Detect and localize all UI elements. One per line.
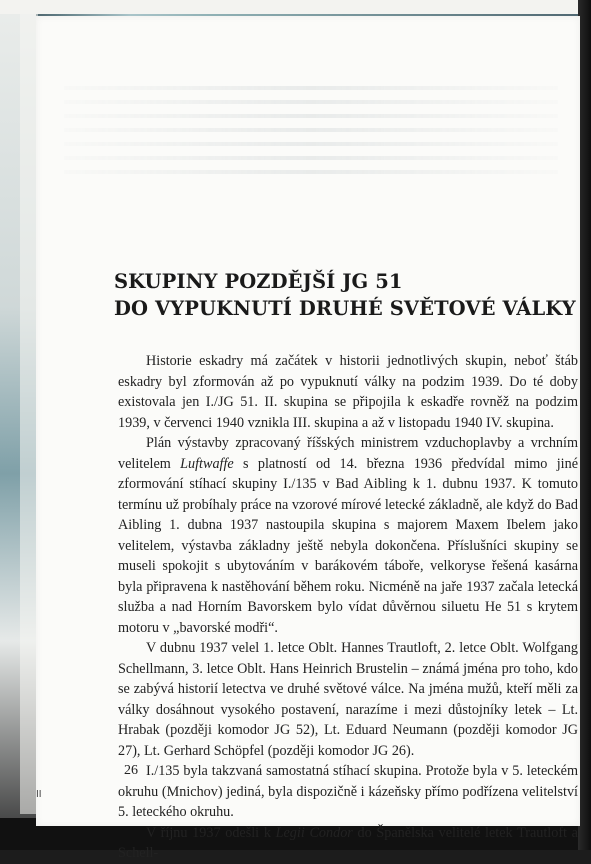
paragraph-2-text-a: Plán výstavby zpracovaný říšských ministrem vzduchoplavby a vrchním velitelem bbox=[118, 435, 578, 472]
paragraph-5 bbox=[118, 823, 578, 864]
paragraph-4: I./135 byla takzvaná samostatná stíhací skupina. Protože byla v 5. leteckém okruhu (Mnichov) jediná, byla dispozičně i kázeňsky přímo podřízena velitelství 5. leteckého okruhu. bbox=[118, 763, 578, 820]
chapter-heading-line-1: SKUPINY POZDĚJŠÍ JG 51 bbox=[114, 270, 403, 293]
show-through-text bbox=[64, 78, 558, 248]
paragraph-1: Historie eskadry má začátek v historii jednotlivých skupin, neboť štáb eskadry byl zformován až po vypuknutí války na podzim 1939. Do té doby existovala jen I./JG 51. II. skupina se připojila k eskadře rovněž na podzim 1939, v červenci 1940 vznikla III. skupina a až v listopadu 1940 IV. skupina. bbox=[118, 353, 578, 431]
paragraph-5-text-b: do Španělska velitelé letek Trautloft a Schell- bbox=[118, 824, 578, 861]
paragraph-3: V dubnu 1937 velel 1. letce Oblt. Hannes Trautloft, 2. letce Oblt. Wolfgang Schellmann, 3. letce Oblt. Hans Heinrich Brustelin – známá jména pro toho, kdo se zabývá historií letectva ve druhé světové válce. Na jména mužů, kteří měli za války dosáhnout vysokého postavení, narazíme i mezi důstojníky letek – Lt. Hrabak (později komodor JG 52), Lt. Eduard Neumann (později komodor JG 27), Lt. Gerhard Schöpfel (později komodor JG 26). bbox=[118, 640, 578, 759]
paragraph-5-text-a: V říjnu 1937 odešli k bbox=[146, 824, 276, 841]
paragraph-2 bbox=[118, 433, 578, 638]
chapter-heading-line-2: DO VYPUKNUTÍ DRUHÉ SVĚTOVÉ VÁLKY bbox=[114, 297, 576, 320]
chapter-heading bbox=[114, 268, 576, 322]
body-text bbox=[118, 351, 578, 864]
binding-edge-mark: II bbox=[36, 789, 42, 800]
paragraph-2-italic: Luftwaffe bbox=[180, 455, 234, 472]
scan-top-strip bbox=[0, 0, 591, 14]
paragraph-2-text-b: s platností od 14. března 1936 předvídal mimo jiné zformování stíhací skupiny I./135 v Bad Aibling k 1. dubnu 1937. K tomuto termínu už probíhaly práce na vzorové mírové letecké základně, ale když do Bad Aibling 1. dubna 1937 nastoupila skupina s majorem Maxem Ibelem jako velitelem, výstavba základny ještě nebyla dokončena. Příslušníci skupiny se museli spokojit s ubytováním v barákovém táboře, velkoryse řešená kasárna byla připravena k nastěhování během roku. Nicméně na jaře 1937 začala letecká služba a nad Horním Bavorskem bylo vídat důvěrnou siluetu He 51 s krytem motoru v „bavorské modři“. bbox=[118, 455, 578, 636]
page-number: 26 bbox=[124, 763, 138, 778]
paragraph-5-italic: Legii Condor bbox=[275, 824, 353, 841]
